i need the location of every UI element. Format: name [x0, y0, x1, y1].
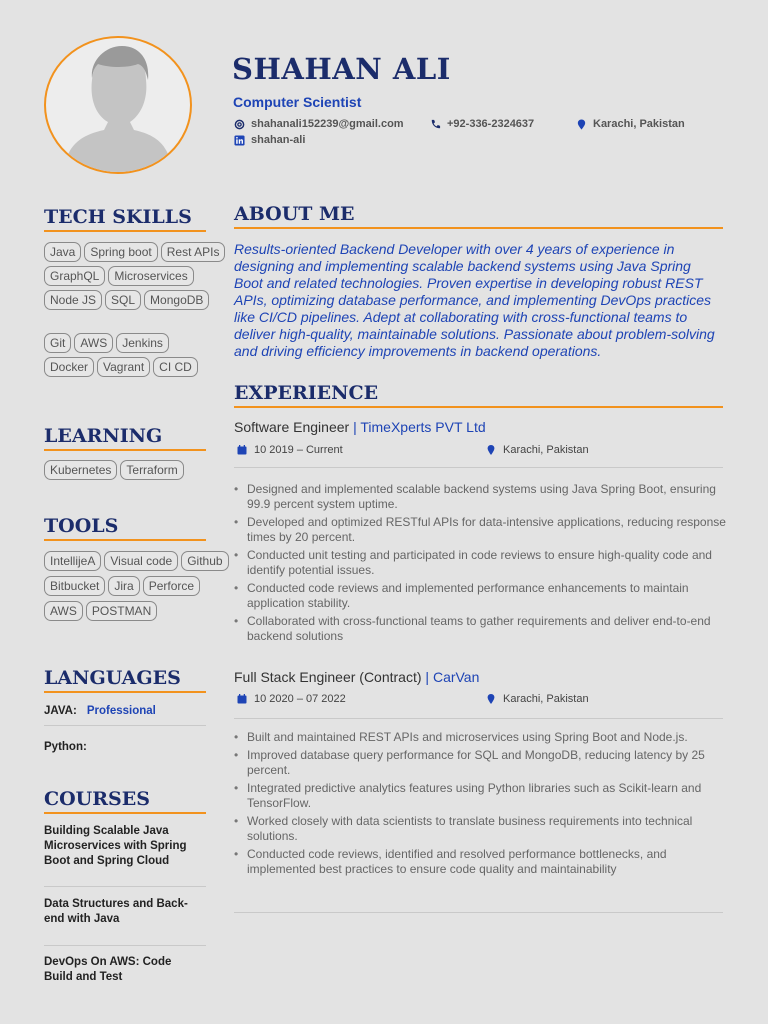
job-divider [234, 912, 723, 913]
tool-tag: IntellijeA [44, 551, 101, 571]
courses-heading: COURSES [44, 788, 206, 814]
tool-tag: POSTMAN [86, 601, 157, 621]
job-bullet: • Designed and implemented scalable backend systems using Java Spring Boot, ensuring 99.9 percent system uptime. [247, 482, 737, 512]
course-item: DevOps On AWS: Code Build and Test [44, 956, 172, 983]
skill-tag: Git [44, 333, 71, 353]
tool-tag: Perforce [143, 576, 200, 596]
job-title-row [234, 419, 486, 435]
phone-contact[interactable] [430, 118, 534, 130]
language-name: Python: [44, 741, 87, 753]
tool-tag: Jira [108, 576, 139, 596]
location-contact [576, 118, 685, 130]
job-bullet: • Collaborated with cross-functional teams to gather requirements and deliver end-to-end backend solutions [247, 614, 737, 644]
phone-text: +92-336-2324637 [447, 118, 535, 130]
job-title: Full Stack Engineer (Contract) [234, 669, 422, 685]
job-bullet: • Worked closely with data scientists to translate business requirements into technical solutions. [247, 814, 737, 844]
skill-tag: Node JS [44, 290, 102, 310]
map-pin-icon [486, 445, 496, 455]
languages-heading: LANGUAGES [44, 667, 206, 693]
email-contact[interactable] [234, 118, 404, 130]
skill-tag: Microservices [108, 266, 193, 286]
job-location [486, 444, 589, 456]
job-location-text: Karachi, Pakistan [503, 444, 589, 456]
job-separator: | [421, 669, 433, 685]
tools-tags [44, 551, 236, 621]
job-dates [237, 693, 346, 705]
skill-tag: CI CD [153, 357, 198, 377]
skill-tag: GraphQL [44, 266, 105, 286]
language-row-java [44, 705, 206, 717]
course-item: Building Scalable Java Microservices with Spring Boot and Spring Cloud [44, 825, 187, 867]
linkedin-contact[interactable] [234, 134, 305, 146]
job-bullet: • Conducted unit testing and participated in code reviews to ensure high-quality code and identify potential issues. [247, 548, 737, 578]
language-name: JAVA: [44, 705, 77, 717]
tool-tag: Visual code [104, 551, 178, 571]
job-divider [234, 718, 723, 719]
skill-tag: MongoDB [144, 290, 209, 310]
job-location [486, 693, 589, 705]
map-pin-icon [486, 694, 496, 704]
profile-photo [44, 36, 192, 174]
linkedin-text: shahan-ali [251, 134, 306, 146]
linkedin-icon [234, 135, 245, 146]
skill-tag: AWS [74, 333, 113, 353]
job-bullet: • Built and maintained REST APIs and microservices using Spring Boot and Node.js. [247, 730, 737, 745]
at-sign-icon [234, 119, 245, 130]
job-bullets [234, 730, 737, 880]
tool-tag: AWS [44, 601, 83, 621]
about-heading: ABOUT ME [234, 203, 723, 229]
job-bullets [234, 482, 737, 647]
job-bullet: • Conducted code reviews and implemented performance enhancements to maintain application stability. [247, 581, 737, 611]
tool-tag: Github [181, 551, 228, 571]
job-location-text: Karachi, Pakistan [503, 693, 589, 705]
learning-tags [44, 460, 244, 480]
company-name: TimeXperts PVT Ltd [360, 419, 486, 435]
calendar-icon [237, 694, 247, 704]
job-bullet: • Conducted code reviews, identified and resolved performance bottlenecks, and implemented best practices to ensure code quality and maintainability [247, 847, 737, 877]
job-divider [234, 467, 723, 468]
skill-tag: Spring boot [84, 242, 157, 262]
language-level: Professional [86, 705, 156, 717]
job-separator: | [349, 419, 361, 435]
skill-tag: Jenkins [116, 333, 169, 353]
email-text: shahanali152239@gmail.com [251, 118, 404, 130]
person-silhouette-icon [46, 38, 190, 172]
job-bullet: • Integrated predictive analytics features using Python libraries such as Scikit-learn and TensorFlow. [247, 781, 737, 811]
language-row-python [44, 741, 206, 753]
skill-tag: Rest APIs [161, 242, 226, 262]
learning-tag: Terraform [120, 460, 183, 480]
about-text: Results-oriented Backend Developer with over 4 years of experience in designing and implementing scalable backend systems using Java Spring Boot and related technologies. Proven expertise in developing robust REST APIs, optimizing database performance, and implementing DevOps practices like CI/CD pipelines. Adept at collaborating with cross-functional teams to deliver high-quality, maintainable solutions. Passionate about problem-solving and driving efficiency improvements in backend operations. [234, 241, 715, 359]
job-dates-text: 10 2020 – 07 2022 [254, 693, 346, 705]
phone-icon [430, 119, 441, 130]
job-title-row [234, 669, 479, 685]
job-dates-text: 10 2019 – Current [254, 444, 343, 456]
job-dates [237, 444, 343, 456]
course-item: Data Structures and Back-end with Java [44, 898, 188, 925]
courses-divider [44, 886, 206, 887]
learning-tag: Kubernetes [44, 460, 117, 480]
job-bullet: • Developed and optimized RESTful APIs for data-intensive applications, reducing response times by 20 percent. [247, 515, 737, 545]
job-title: Software Engineer [234, 419, 350, 435]
candidate-role: Computer Scientist [233, 94, 362, 110]
tech-skills-heading: TECH SKILLS [44, 206, 206, 232]
location-text: Karachi, Pakistan [593, 118, 685, 130]
tech-skills-tags-devops [44, 333, 214, 377]
skill-tag: Vagrant [97, 357, 150, 377]
tools-heading: TOOLS [44, 515, 206, 541]
candidate-name: SHAHAN ALI [232, 52, 451, 86]
languages-divider [44, 725, 206, 726]
skill-tag: Docker [44, 357, 94, 377]
courses-divider [44, 945, 206, 946]
map-pin-icon [576, 119, 587, 130]
skill-tag: Java [44, 242, 81, 262]
calendar-icon [237, 445, 247, 455]
tech-skills-tags-primary [44, 242, 244, 310]
company-name: CarVan [432, 669, 480, 685]
learning-heading: LEARNING [44, 425, 206, 451]
tool-tag: Bitbucket [44, 576, 105, 596]
job-bullet: • Improved database query performance for SQL and MongoDB, reducing latency by 25 percent. [247, 748, 737, 778]
skill-tag: SQL [105, 290, 141, 310]
experience-heading: EXPERIENCE [234, 382, 723, 408]
